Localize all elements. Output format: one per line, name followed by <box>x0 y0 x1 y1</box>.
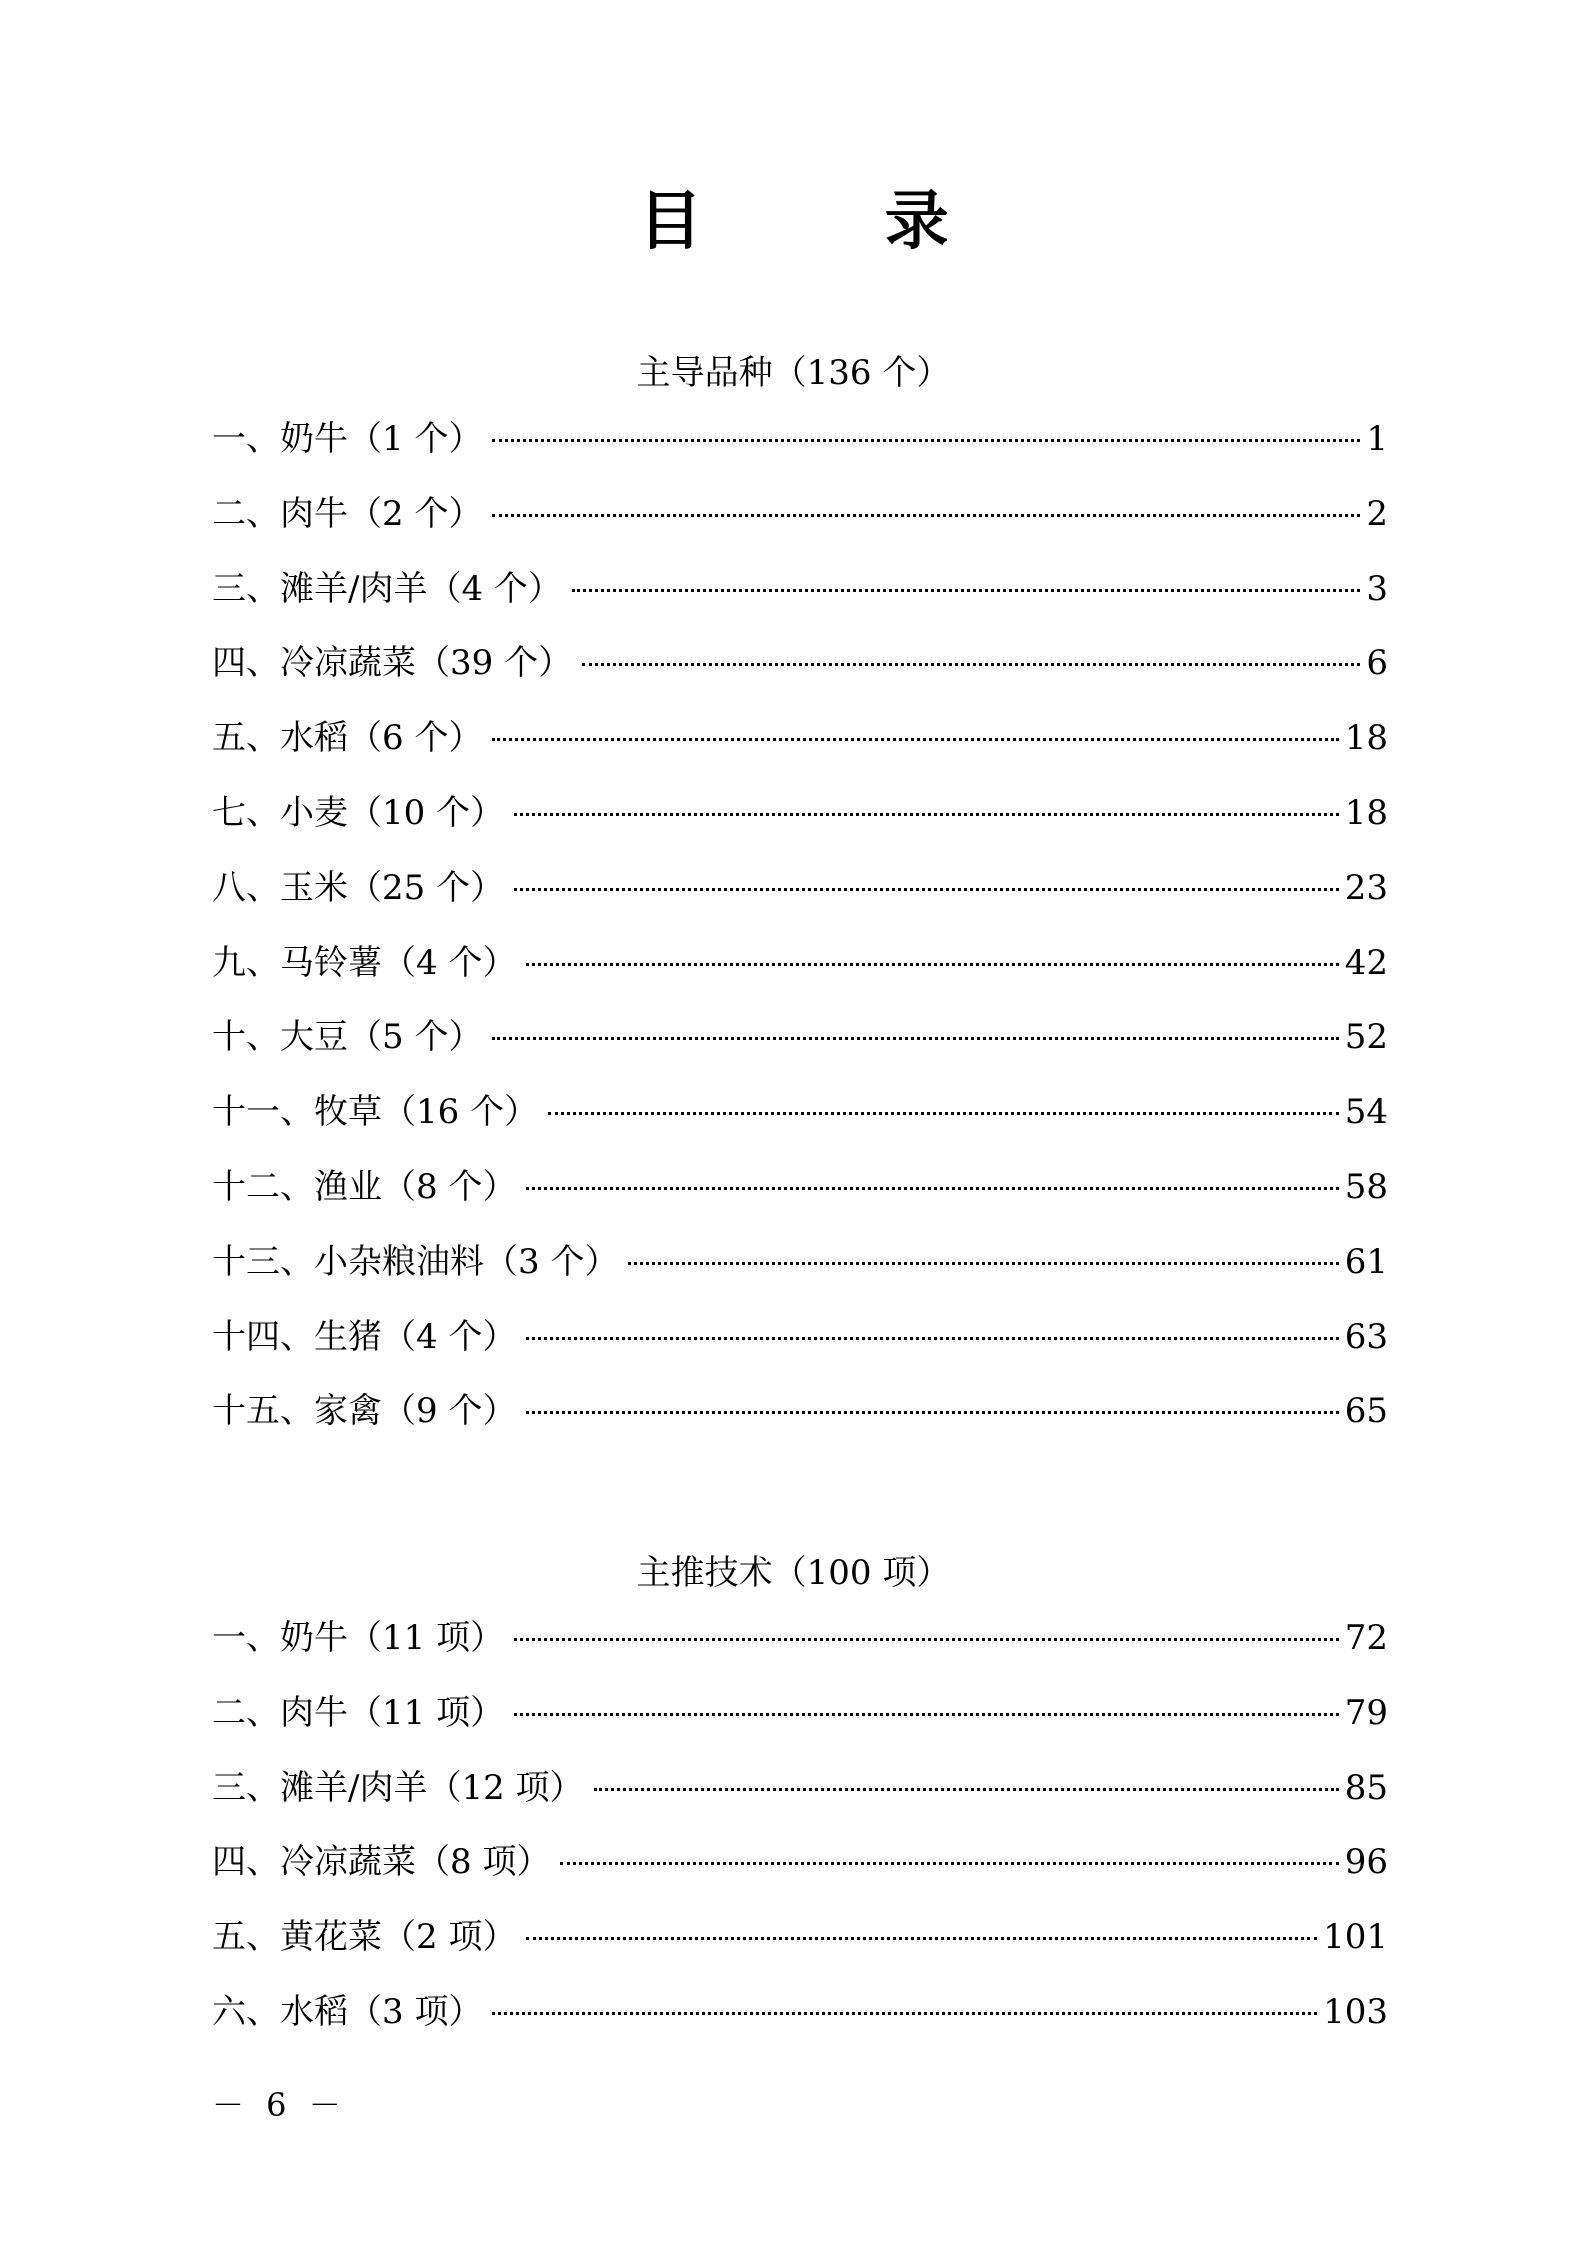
toc-leader-dots <box>582 663 1360 666</box>
toc-entry[interactable] <box>212 1837 1388 1912</box>
toc-entry-label: 二、肉牛（2 个） <box>212 493 483 534</box>
section-heading-main-technologies: 主推技术（100 项） <box>636 1553 951 1593</box>
toc-entry[interactable] <box>212 489 1388 564</box>
toc-entry[interactable] <box>212 1012 1388 1087</box>
toc-entry-label: 十、大豆（5 个） <box>212 1017 483 1058</box>
toc-leader-dots <box>526 1937 1317 1940</box>
toc-leader-dots <box>514 888 1339 891</box>
toc-entry[interactable] <box>212 1912 1388 1987</box>
toc-entry-page: 6 <box>1366 643 1388 684</box>
toc-entry-label: 七、小麦（10 个） <box>212 792 505 833</box>
toc-entry-label: 五、水稻（6 个） <box>212 718 483 759</box>
toc-entry[interactable] <box>212 414 1388 489</box>
page-title: 目 录 <box>638 184 1029 259</box>
toc-entry-label: 九、马铃薯（4 个） <box>212 942 517 983</box>
toc-leader-dots <box>548 1112 1339 1115</box>
toc-leader-dots <box>492 439 1360 442</box>
toc-entry[interactable] <box>212 638 1388 713</box>
toc-entry[interactable] <box>212 1237 1388 1312</box>
toc-entry[interactable] <box>212 1763 1388 1838</box>
toc-entry-label: 十三、小杂粮油料（3 个） <box>212 1241 619 1282</box>
toc-entry-page: 18 <box>1344 718 1388 759</box>
toc-entry-label: 六、水稻（3 项） <box>212 1991 483 2032</box>
toc-entry[interactable] <box>212 1613 1388 1688</box>
toc-leader-dots <box>526 963 1338 966</box>
toc-leader-dots <box>492 1037 1338 1040</box>
toc-entry[interactable] <box>212 788 1388 863</box>
toc-leader-dots <box>526 1187 1338 1190</box>
toc-entry[interactable] <box>212 1312 1388 1387</box>
toc-entry-page: 42 <box>1344 942 1388 983</box>
toc-entry-label: 三、滩羊/肉羊（4 个） <box>212 568 562 609</box>
toc-entry[interactable] <box>212 564 1388 639</box>
toc-entry[interactable] <box>212 1386 1388 1461</box>
toc-entry-page: 52 <box>1344 1017 1388 1058</box>
toc-list-main-technologies <box>212 1613 1388 2062</box>
page-number: － 6 － <box>212 2086 347 2124</box>
toc-entry-label: 一、奶牛（1 个） <box>212 419 483 459</box>
toc-leader-dots <box>628 1262 1338 1265</box>
toc-entry-page: 58 <box>1344 1166 1388 1207</box>
toc-entry-label: 十二、渔业（8 个） <box>212 1166 517 1207</box>
toc-entry-page: 18 <box>1344 792 1388 833</box>
toc-entry-label: 三、滩羊/肉羊（12 项） <box>212 1767 584 1808</box>
toc-leader-dots <box>526 1411 1338 1414</box>
toc-entry-page: 85 <box>1344 1767 1388 1808</box>
toc-entry[interactable] <box>212 713 1388 788</box>
toc-leader-dots <box>594 1788 1339 1791</box>
toc-entry-page: 72 <box>1344 1618 1388 1658</box>
toc-entry[interactable] <box>212 938 1388 1013</box>
toc-leader-dots <box>492 738 1338 741</box>
toc-entry-label: 十四、生猪（4 个） <box>212 1316 517 1357</box>
toc-entry-page: 96 <box>1344 1842 1388 1883</box>
toc-leader-dots <box>492 514 1360 517</box>
toc-entry-page: 79 <box>1344 1692 1388 1733</box>
toc-leader-dots <box>514 1713 1339 1716</box>
toc-entry-page: 61 <box>1344 1241 1388 1282</box>
toc-entry-label: 十一、牧草（16 个） <box>212 1092 539 1133</box>
section-heading-main-varieties: 主导品种（136 个） <box>636 353 951 393</box>
toc-entry-page: 54 <box>1344 1092 1388 1133</box>
toc-entry-label: 四、冷凉蔬菜（39 个） <box>212 643 573 684</box>
toc-entry-label: 二、肉牛（11 项） <box>212 1692 505 1733</box>
toc-leader-dots <box>526 1337 1338 1340</box>
toc-entry-page: 65 <box>1344 1391 1388 1432</box>
toc-entry-label: 八、玉米（25 个） <box>212 867 505 908</box>
toc-entry[interactable] <box>212 1987 1388 2062</box>
toc-leader-dots <box>492 2012 1317 2015</box>
toc-entry-page: 63 <box>1344 1316 1388 1357</box>
toc-entry[interactable] <box>212 1162 1388 1237</box>
toc-leader-dots <box>514 813 1339 816</box>
toc-leader-dots <box>572 589 1360 592</box>
toc-entry[interactable] <box>212 863 1388 938</box>
toc-entry-page: 23 <box>1344 867 1388 908</box>
toc-entry-page: 3 <box>1366 568 1388 609</box>
toc-list-main-varieties <box>212 414 1388 1461</box>
toc-entry-page: 2 <box>1366 493 1388 534</box>
toc-entry-label: 十五、家禽（9 个） <box>212 1391 517 1432</box>
toc-leader-dots <box>514 1638 1339 1641</box>
toc-entry-label: 五、黄花菜（2 项） <box>212 1917 517 1958</box>
toc-entry-page: 1 <box>1366 419 1388 459</box>
toc-entry-page: 103 <box>1323 1991 1388 2032</box>
toc-entry[interactable] <box>212 1688 1388 1763</box>
toc-entry-label: 一、奶牛（11 项） <box>212 1618 505 1658</box>
toc-entry[interactable] <box>212 1087 1388 1162</box>
toc-entry-page: 101 <box>1323 1917 1388 1958</box>
toc-leader-dots <box>560 1862 1338 1865</box>
toc-entry-label: 四、冷凉蔬菜（8 项） <box>212 1842 551 1883</box>
